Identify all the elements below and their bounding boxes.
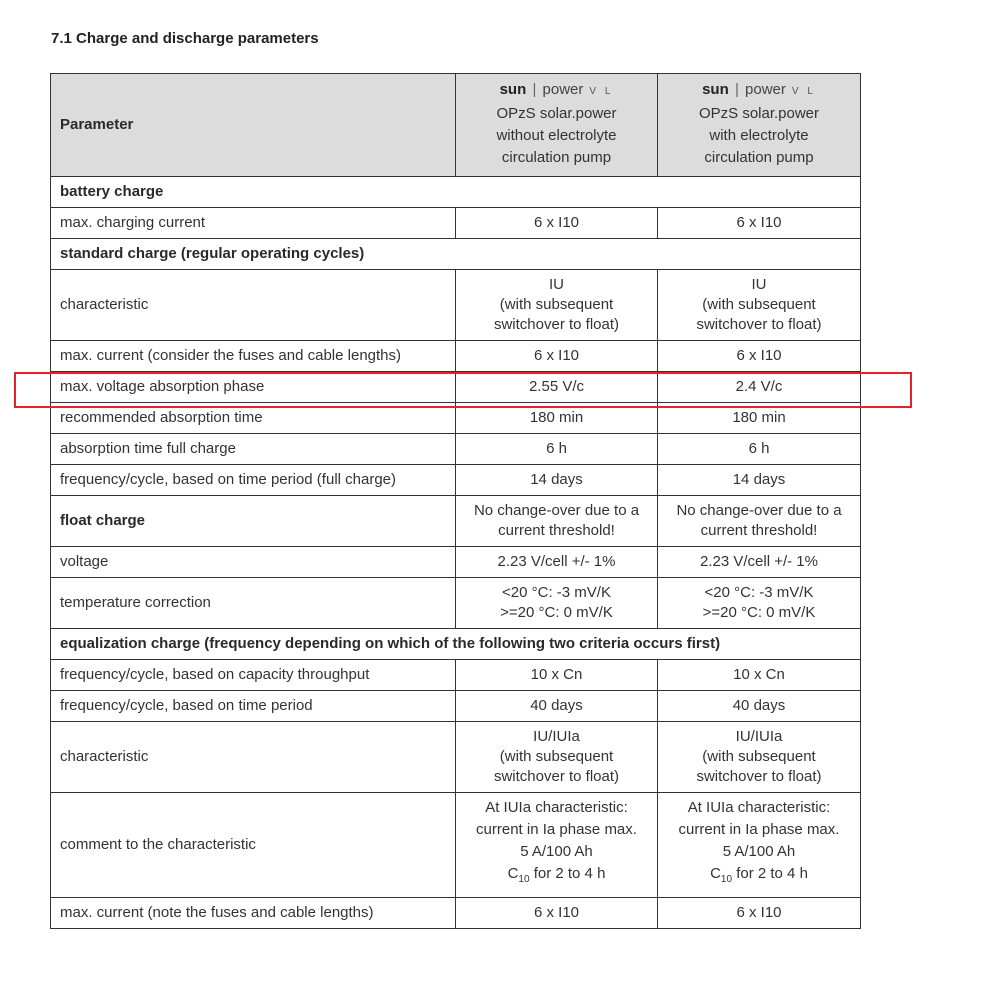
table-row-highlighted <box>51 372 861 403</box>
row-label: max. current (note the fuses and cable lengths) <box>51 898 456 929</box>
table-row <box>51 691 861 722</box>
row-label: voltage <box>51 547 456 578</box>
table-row <box>51 793 861 898</box>
row-value: 10 x Cn <box>456 660 658 691</box>
row-value: 14 days <box>658 465 861 496</box>
row-label: max. charging current <box>51 208 456 239</box>
row-label: max. voltage absorption phase <box>51 372 456 403</box>
brand-logo-text: sun | power V L <box>499 81 614 98</box>
row-value: 6 x I10 <box>456 898 658 929</box>
row-label: frequency/cycle, based on time period (full charge) <box>51 465 456 496</box>
row-label: temperature correction <box>51 578 456 629</box>
brand-logo-text: sun | power V L <box>702 81 816 98</box>
row-label: frequency/cycle, based on capacity throughput <box>51 660 456 691</box>
section-title: 7.1 Charge and discharge parameters <box>51 30 319 47</box>
row-label: characteristic <box>51 270 456 341</box>
row-value: 180 min <box>658 403 861 434</box>
row-value: No change-over due to a current threshold! <box>456 496 658 547</box>
section-row-equalization-charge: equalization charge (frequency depending on which of the following two criteria occurs first) <box>51 629 861 660</box>
table-row <box>51 403 861 434</box>
row-label: characteristic <box>51 722 456 793</box>
row-label: max. current (consider the fuses and cable lengths) <box>51 341 456 372</box>
row-value: 2.4 V/c <box>658 372 861 403</box>
row-value: No change-over due to a current threshold! <box>658 496 861 547</box>
table-row <box>51 898 861 929</box>
row-value: <20 °C: -3 mV/K >=20 °C: 0 mV/K <box>658 578 861 629</box>
row-value: IU/IUIa (with subsequent switchover to float) <box>456 722 658 793</box>
row-value: 6 x I10 <box>658 208 861 239</box>
row-value: 6 h <box>658 434 861 465</box>
table-row <box>51 496 861 547</box>
row-label: float charge <box>51 496 456 547</box>
table-row <box>51 208 861 239</box>
row-value: 2.55 V/c <box>456 372 658 403</box>
table-row <box>51 434 861 465</box>
row-value: 40 days <box>456 691 658 722</box>
row-value: 6 x I10 <box>658 898 861 929</box>
row-value: 14 days <box>456 465 658 496</box>
row-value: IU/IUIa (with subsequent switchover to float) <box>658 722 861 793</box>
row-value: 180 min <box>456 403 658 434</box>
row-value: 6 h <box>456 434 658 465</box>
row-label: comment to the characteristic <box>51 793 456 898</box>
column-header-without-pump: sun | power V L OPzS solar.power without electrolyte circulation pump <box>456 74 658 177</box>
parameter-column-header: Parameter <box>51 74 456 177</box>
table-row <box>51 270 861 341</box>
row-value: 2.23 V/cell +/- 1% <box>658 547 861 578</box>
table-row <box>51 547 861 578</box>
row-value: 40 days <box>658 691 861 722</box>
row-label: absorption time full charge <box>51 434 456 465</box>
table-row <box>51 578 861 629</box>
column-header-with-pump: sun | power V L OPzS solar.power with electrolyte circulation pump <box>658 74 861 177</box>
row-label: recommended absorption time <box>51 403 456 434</box>
section-row-battery-charge: battery charge <box>51 177 861 208</box>
row-value: At IUIa characteristic: current in Ia phase max. 5 A/100 Ah $C_{10}$ for 2 to 4 h <box>658 793 861 898</box>
row-value: At IUIa characteristic: current in Ia phase max. 5 A/100 Ah $C_{10}$ for 2 to 4 h <box>456 793 658 898</box>
row-value: IU (with subsequent switchover to float) <box>456 270 658 341</box>
row-value: IU (with subsequent switchover to float) <box>658 270 861 341</box>
table-row <box>51 660 861 691</box>
table-header-row <box>51 74 861 177</box>
table-row <box>51 722 861 793</box>
row-value: 6 x I10 <box>456 208 658 239</box>
row-value: 6 x I10 <box>658 341 861 372</box>
table-row <box>51 465 861 496</box>
row-value: 2.23 V/cell +/- 1% <box>456 547 658 578</box>
row-value: 6 x I10 <box>456 341 658 372</box>
row-value: 10 x Cn <box>658 660 861 691</box>
section-row-standard-charge: standard charge (regular operating cycles) <box>51 239 861 270</box>
table-row <box>51 341 861 372</box>
parameters-table <box>50 73 861 929</box>
row-value: <20 °C: -3 mV/K >=20 °C: 0 mV/K <box>456 578 658 629</box>
row-label: frequency/cycle, based on time period <box>51 691 456 722</box>
